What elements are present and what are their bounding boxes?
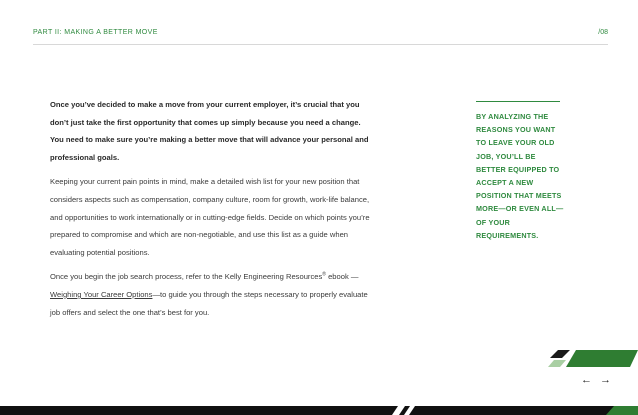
callout-rule [476, 101, 560, 102]
prev-page-arrow-icon[interactable]: ← [581, 374, 592, 386]
registered-mark: ® [322, 271, 326, 278]
decorative-stripes [548, 350, 638, 370]
ebook-text-end: —to guide you through the steps necessary to properly evaluate job offers and select the one that’s best for you. [50, 289, 368, 317]
sidebar-callout [476, 101, 566, 242]
stripe-dark [550, 350, 570, 358]
stripe-green [566, 350, 638, 367]
page-navigation [581, 374, 611, 386]
header-section-title: PART II: MAKING A BETTER MOVE [33, 29, 158, 36]
body-paragraph-ebook [50, 268, 372, 321]
page-number: /08 [598, 29, 608, 36]
footer-black-bar [0, 406, 614, 415]
ebook-text-start: Once you begin the job search process, refer to the Kelly Engineering Resources [50, 272, 323, 282]
body-paragraph: Keeping your current pain points in mind, make a detailed wish list for your new position that considers aspects such as compensation, company culture, room for growth, work-life balance, and opportunities to work internationally or in cutting-edge fields. Decide on which points you’re prepared to compromise and which are non-negotiable, and use this list as a guide when evaluating potential positions. [50, 177, 370, 257]
ebook-text-mid: ebook — [325, 272, 359, 282]
ebook-link[interactable]: Weighing Your Career Options [50, 289, 153, 299]
lead-paragraph: Once you’ve decided to make a move from your current employer, it’s crucial that you don’t just take the first opportunity that comes up simply because you need a change. You need to make sure you’re making a better move that will advance your personal and professional goals. [50, 100, 369, 162]
header-divider [33, 44, 608, 45]
callout-text: BY ANALYZING THE REASONS YOU WANT TO LEAVE YOUR OLD JOB, YOU’LL BE BETTER EQUIPPED TO ACCEPT A NEW POSITION THAT MEETS MORE—OR EVEN ALL—OF YOUR REQUIREMENTS. [476, 112, 564, 240]
footer-stripe-bar [0, 403, 638, 415]
main-body [50, 96, 372, 328]
stripe-light-green [548, 360, 566, 367]
next-page-arrow-icon[interactable]: → [600, 374, 611, 386]
